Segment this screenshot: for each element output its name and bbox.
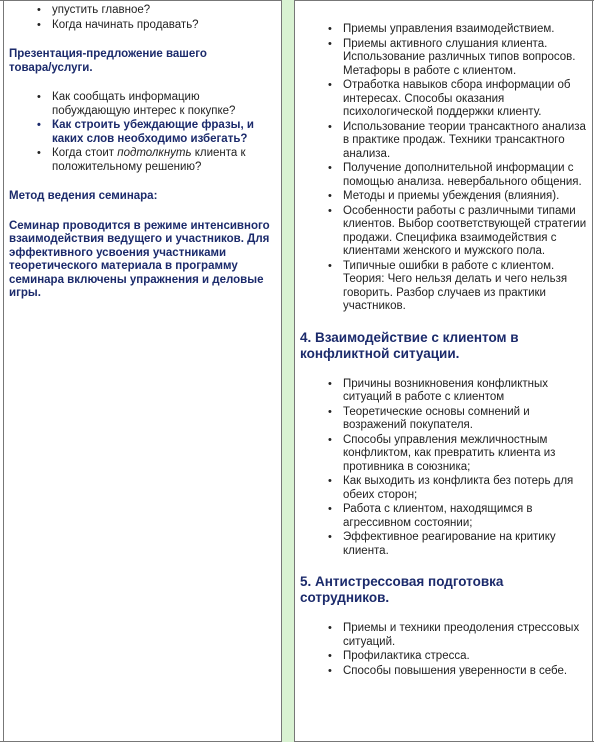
bullet-icon: • (328, 531, 332, 543)
interaction-list (300, 23, 588, 314)
list-item: • Как сообщать информацию побуждающую интерес к покупке? (37, 91, 236, 117)
bullet-icon: • (37, 4, 41, 16)
top-list (9, 4, 277, 32)
bullet-icon: • (37, 119, 41, 131)
stress-list (300, 622, 588, 678)
right-column (300, 8, 588, 679)
left-column (9, 0, 277, 301)
frame-left (3, 0, 4, 742)
bullet-icon: • (328, 79, 332, 91)
list-item: • Способы управления межличностным конфликтом, как превратить клиента из противника в союзника; (328, 433, 556, 473)
list-item: • Причины возникновения конфликтных ситуаций в работе с клиентом (328, 377, 549, 403)
presentation-heading: Презентация-предложение вашего товара/услуги. (9, 48, 207, 74)
bullet-icon: • (328, 650, 332, 662)
list-item: • Профилактика стресса. (328, 650, 470, 662)
bullet-icon: • (328, 259, 332, 272)
bullet-icon: • (37, 147, 41, 159)
list-item: • Когда начинать продавать? (37, 18, 199, 31)
list-item (37, 147, 277, 174)
column-gutter (281, 0, 295, 742)
list-item: • Методы и приемы убеждения (влияния). (328, 190, 560, 202)
bullet-icon: • (328, 37, 332, 50)
list-item: • Способы повышения уверенности в себе. (328, 664, 568, 677)
bullet-icon: • (328, 475, 332, 487)
bullet-icon: • (328, 190, 332, 202)
bullet-icon: • (328, 405, 332, 418)
list-item: • Получение дополнительной информации с помощью анализа. невербального общения. (328, 162, 582, 188)
bullet-icon: • (328, 120, 332, 133)
method-heading: Метод ведения семинара: (9, 190, 158, 202)
list-item: • Эффективное реагирование на критику клиента. (328, 531, 556, 557)
presentation-list (9, 91, 277, 174)
list-item-text: Когда стоит подтолкнуть клиента к положительному решению? (52, 147, 246, 173)
list-item: • Особенности работы с различными типами клиентов. Выбор соответствующей стратегии продажи. Специфика взаимодействия с клиентами женского и мужского пола. (328, 204, 587, 257)
list-item: • Приемы управления взаимодействием. (328, 23, 555, 35)
list-item: • упустить главное? (37, 4, 151, 16)
list-item: • Работа с клиентом, находящимся в агрессивном состоянии; (328, 503, 533, 529)
frame-bottom (0, 741, 594, 742)
bullet-icon: • (328, 23, 332, 35)
bullet-icon: • (37, 18, 41, 31)
section-4-heading: 4. Взаимодействие с клиентом в конфликтной ситуации. (300, 329, 519, 361)
list-item: • Приемы активного слушания клиента. Использование различных типов вопросов. Метафоры в работе с клиентом. (328, 37, 576, 77)
list-item: • Как выходить из конфликта без потерь для обеих сторон; (328, 475, 574, 501)
list-item: • Отработка навыков сбора информации об интересах. Способы оказания психологической поддержки клиенту. (328, 79, 571, 118)
emphasis-word: подтолкнуть (117, 147, 192, 159)
list-item: • Приемы и техники преодоления стрессовых ситуаций. (328, 622, 580, 648)
list-item: • Теоретические основы сомнений и возражений покупателя. (328, 405, 530, 431)
bullet-icon: • (328, 162, 332, 174)
bullet-icon: • (328, 377, 332, 390)
list-item: • Как строить убеждающие фразы, и каких слов необходимо избегать? (37, 119, 254, 145)
section-5-heading: 5. Антистрессовая подготовка сотрудников. (300, 574, 504, 605)
bullet-icon: • (328, 503, 332, 515)
bullet-icon: • (37, 91, 41, 103)
bullet-icon: • (328, 433, 332, 446)
bullet-icon: • (328, 664, 332, 677)
list-item: • Типичные ошибки в работе с клиентом. Теория: Чего нельзя делать и чего нельзя говорить. Разбор случаев из практики участников. (328, 259, 568, 312)
conflict-list (300, 378, 588, 559)
bullet-icon: • (328, 622, 332, 634)
method-text: Семинар проводится в режиме интенсивного взаимодействия ведущего и участников. Для эффективного усвоения участниками теоретического материала в программу семинара включены упражнения и деловые игры. (9, 219, 270, 299)
frame-right (592, 0, 593, 742)
list-item: • Использование теории трансактного анализа в практике продаж. Техники трансактного анализа. (328, 120, 586, 160)
bullet-icon: • (328, 204, 332, 217)
